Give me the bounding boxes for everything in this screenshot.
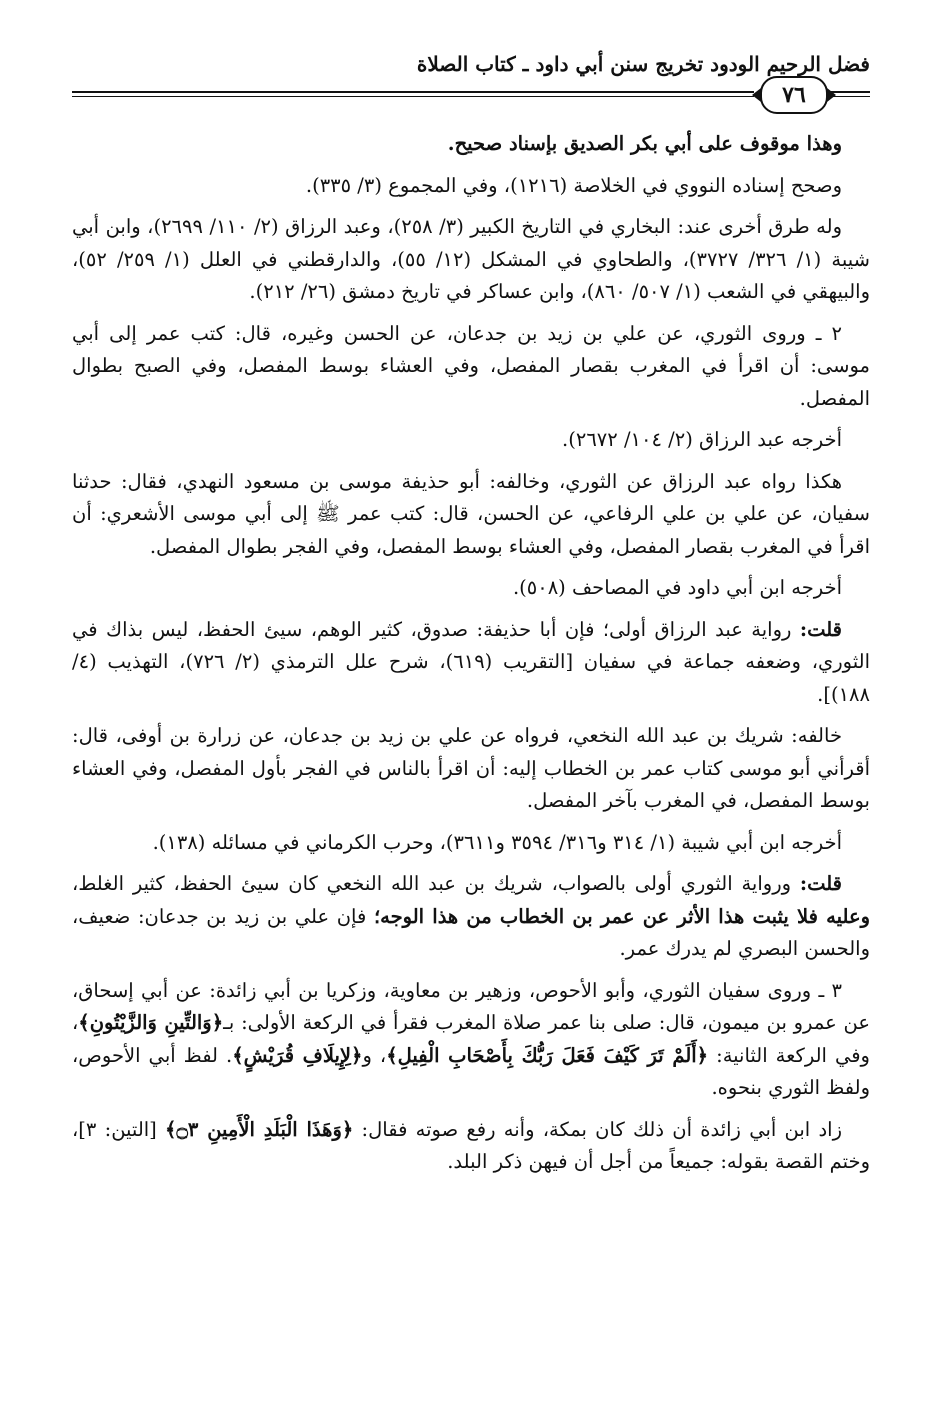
qult-label: قلت: <box>799 872 842 895</box>
narration-3-text-2: ، وفي الركعة الثانية: <box>72 1011 870 1067</box>
qult-text: ورواية الثوري أولى بالصواب، شريك بن عبد الله النخعي كان سيئ الحفظ، كثير الغلط، <box>72 872 792 895</box>
qult-text-end: فإن علي بن زيد بن جدعان: ضعيف، والحسن البصري لم يدرك عمر. <box>72 904 870 960</box>
header-rule-left <box>72 88 754 102</box>
paragraph-other-routes: وله طرق أخرى عند: البخاري في التاريخ الكبير (٣/ ٢٥٨)، وعبد الرزاق (٢/ ١١٠/ ٢٦٩٩)، وابن أبي شيبة (١/ ٣٢٦/ ٣٧٢٧)، والطحاوي في المشكل (١٢/ ٥٥)، والدارقطني في العلل (١/ ٢٥٩/ ٥٢)، والبيهقي في الشعب (١/ ٥٠٧/ ٨٦٠)، وابن عساكر في تاريخ دمشق (٢٦/ ٢١٢). <box>72 215 870 303</box>
qult-text: رواية عبد الرزاق أولى؛ فإن أبا حذيفة: صدوق، كثير الوهم، سيئ الحفظ، ليس بذاك في الثوري، وضعفه جماعة في سفيان [التقريب (٦١٩)، شرح علل الترمذي (٢/ ٧٢٦)، التهذيب (٤/ ١٨٨)]. <box>72 617 871 706</box>
paragraph-qult-2 <box>72 868 870 966</box>
paragraph-ibn-abi-zaida <box>72 1114 870 1179</box>
narration-3-text-3: ، و <box>362 1043 387 1067</box>
zaida-text: زاد ابن أبي زائدة أن ذلك كان بمكة، وأنه رفع صوته فقال: <box>361 1117 842 1141</box>
paragraph-abu-hudhayfa: هكذا رواه عبد الرزاق عن الثوري، وخالفه: أبو حذيفة موسى بن مسعود النهدي، فقال: حدثنا سفيان، عن علي بن علي الرفاعي، عن الحسن، قال: كتب عمر ﷺ إلى أبي موسى الأشعري: أن اقرأ في المغرب بقصار المفصل، وفي العشاء بوسط المفصل، وفي الفجر بطوال المفصل. <box>72 469 870 558</box>
quran-verse-fil: ﴿أَلَمْ تَرَ كَيْفَ فَعَلَ رَبُّكَ بِأَصْحَابِ الْفِيلِ﴾ <box>386 1043 709 1067</box>
running-title: فضل الرحيم الودود تخريج سنن أبي داود ـ كتاب الصلاة <box>416 52 870 76</box>
qult-bold-text: وعليه فلا يثبت هذا الأثر عن عمر بن الخطاب من هذا الوجه؛ <box>373 904 871 928</box>
quran-verse-balad: ﴿وَهَذَا الْبَلَدِ الْأَمِينِ ۝٣﴾ <box>165 1117 354 1141</box>
paragraph-ibn-abi-shayba: أخرجه ابن أبي شيبة (١/ ٣١٤ و٣١٦/ ٣٥٩٤ و٣٦١١)، وحرب الكرماني في مسائله (١٣٨). <box>152 830 842 854</box>
paragraph-sharik: خالفه: شريك بن عبد الله النخعي، فرواه عن علي بن زيد بن جدعان، عن زرارة بن أوفى، قال: أقرأني أبو موسى كتاب عمر بن الخطاب إليه: أن اقرأ بالناس في الفجر بأول المفصل، وفي العشاء بوسط المفصل، في المغرب بآخر المفصل. <box>72 724 870 812</box>
paragraph-narration-3 <box>72 975 870 1105</box>
paragraph-nawawi: وصحح إسناده النووي في الخلاصة (١٢١٦)، وفي المجموع (٣/ ٣٣٥). <box>305 173 842 197</box>
page-number-badge <box>760 76 828 114</box>
header-rule <box>72 88 870 102</box>
paragraph-qult-1 <box>72 614 870 712</box>
page-number: ٧٦ <box>782 82 806 108</box>
qult-label: قلت: <box>799 617 842 641</box>
paragraph-conclusion: وهذا موقوف على أبي بكر الصديق بإسناد صحيح. <box>447 132 842 155</box>
page-header <box>72 50 870 112</box>
badge-ornament-right <box>827 88 836 102</box>
paragraph-narration-2: ٢ ـ وروى الثوري، عن علي بن زيد بن جدعان، عن الحسن وغيره، قال: كتب عمر إلى أبي موسى: أن اقرأ في المغرب بقصار المفصل، وفي العشاء بوسط المفصل، وفي الصبح بطوال المفصل. <box>72 321 870 410</box>
page-body <box>72 128 870 1188</box>
quran-verse-tin: ﴿وَالتِّينِ وَالزَّيْتُونِ﴾ <box>78 1011 224 1034</box>
narration-3-text-4: . لفظ أبي الأحوص، ولفظ الثوري بنحوه. <box>72 1043 870 1099</box>
badge-ornament-left <box>752 88 761 102</box>
quran-verse-quraysh: ﴿لِإِيلَافِ قُرَيْشٍ﴾ <box>232 1043 363 1067</box>
narration-3-text: ٣ ـ وروى سفيان الثوري، وأبو الأحوص، وزهير بن معاوية، وزكريا بن أبي زائدة: عن أبي إسحاق، عن عمرو بن ميمون، قال: صلى بنا عمر صلاة المغرب فقرأ في الركعة الأولى: بـ <box>72 978 870 1034</box>
zaida-text-end: [التين: ٣]، وختم القصة بقوله: جميعاً من أجل أن فيهن ذكر البلد. <box>72 1117 870 1173</box>
paragraph-abdurrazzaq: أخرجه عبد الرزاق (٢/ ١٠٤/ ٢٦٧٢). <box>562 428 842 451</box>
paragraph-masahif: أخرجه ابن أبي داود في المصاحف (٥٠٨). <box>512 576 842 599</box>
